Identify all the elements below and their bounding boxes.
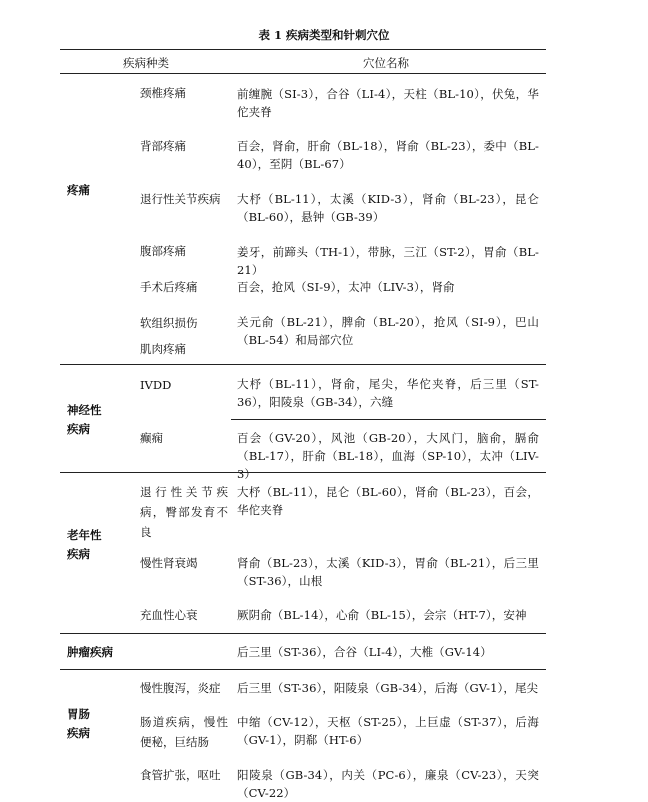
category-geriatric-line1: 老年性 (67, 528, 102, 542)
points-cell: 大杼（BL-11），昆仑（BL-60），肾俞（BL-23），百会，华佗夹脊 (237, 485, 539, 517)
group-rule (60, 364, 546, 365)
points-cell: 阳陵泉（GB-34），内关（PC-6），廉泉（CV-23），天突（CV-22） (237, 768, 539, 800)
category-neuro-line2: 疾病 (67, 422, 90, 436)
disease-cell: 肌肉疼痛 (140, 342, 186, 356)
category-neuro-line1: 神经性 (67, 403, 102, 417)
category-tumor: 肿瘤疾病 (67, 645, 113, 659)
points-cell: 百会，肾俞，肝俞（BL-18），肾俞（BL-23），委中（BL-40），至阴（BL-67） (237, 139, 539, 171)
disease-cell: 食管扩张，呕吐 (140, 768, 221, 782)
row-rule (231, 419, 546, 420)
category-pain: 疼痛 (67, 183, 90, 197)
disease-cell: 肠道疾病，慢性便秘，巨结肠 (140, 715, 228, 749)
points-cell: 关元俞（BL-21），脾俞（BL-20），抢风（SI-9），巴山（BL-54）和局部穴位 (237, 315, 539, 347)
group-rule (60, 472, 546, 473)
points-cell: 中缩（CV-12），天枢（ST-25），上巨虚（ST-37），后海（GV-1），阴郗（HT-6） (237, 715, 539, 747)
points-cell: 前缠腕（SI-3），合谷（LI-4），天柱（BL-10），伏兔，华佗夹脊 (237, 87, 539, 119)
points-cell: 后三里（ST-36），合谷（LI-4），大椎（GV-14） (237, 645, 492, 659)
disease-cell: 慢性肾衰竭 (140, 556, 198, 570)
header-category: 疾病种类 (123, 56, 169, 70)
disease-cell: 腹部疼痛 (140, 244, 186, 258)
group-rule (60, 669, 546, 670)
group-rule (60, 633, 546, 634)
category-geriatric-line2: 疾病 (67, 547, 90, 561)
category-gi-line1: 胃肠 (67, 707, 90, 721)
points-cell: 姜牙，前蹄头（TH-1），带脉，三江（ST-2），胃俞（BL-21） (237, 245, 539, 277)
disease-cell: 背部疼痛 (140, 139, 186, 153)
header-points: 穴位名称 (363, 56, 409, 70)
header-rule (60, 73, 546, 74)
points-cell: 肾俞（BL-23），太溪（KID-3），胃俞（BL-21），后三里（ST-36），山根 (237, 556, 539, 588)
disease-cell: 充血性心衰 (140, 608, 198, 622)
disease-cell: 手术后疼痛 (140, 280, 198, 294)
disease-cell: 软组织损伤 (140, 316, 198, 330)
points-cell: 大杼（BL-11），太溪（KID-3），肾俞（BL-23），昆仑（BL-60），悬钟（GB-39） (237, 192, 539, 224)
points-cell: 百会（GV-20），风池（GB-20），大风门，脑俞，膈俞（BL-17），肝俞（BL-18），血海（SP-10），太冲（LIV-3） (237, 431, 539, 481)
top-rule (60, 49, 546, 50)
points-cell: 厥阴俞（BL-14），心俞（BL-15），会宗（HT-7），安神 (237, 608, 527, 622)
disease-cell: 退行性关节疾病 (140, 192, 221, 206)
points-cell: 后三里（ST-36），阳陵泉（GB-34），后海（GV-1），尾尖 (237, 681, 539, 695)
table-title: 表 1 疾病类型和针刺穴位 (258, 28, 390, 42)
category-gi-line2: 疾病 (67, 726, 90, 740)
disease-cell: 癫痫 (140, 431, 163, 445)
points-cell: 大杼（BL-11），肾俞，尾尖，华佗夹脊，后三里（ST-36），阳陵泉（GB-34），六缝 (237, 377, 539, 409)
points-cell: 百会，抢风（SI-9），太冲（LIV-3），肾俞 (237, 280, 455, 294)
disease-cell: IVDD (140, 378, 172, 392)
disease-cell: 退行性关节疾病，臀部发育不良 (140, 485, 228, 539)
disease-cell: 慢性腹泻，炎症 (140, 681, 221, 695)
disease-cell: 颈椎疼痛 (140, 86, 186, 100)
